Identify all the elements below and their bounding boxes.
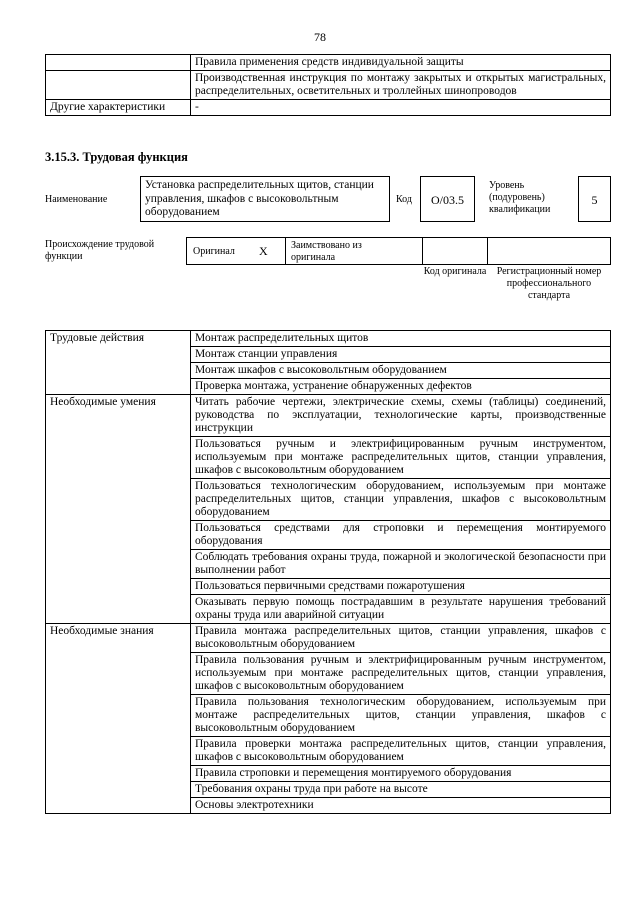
reg-number-caption: Регистрационный номер профессионального стандарта xyxy=(496,266,602,301)
name-label: Наименование xyxy=(45,194,108,205)
level-label: Уровень (подуровень) квалификации xyxy=(489,180,551,215)
table-row xyxy=(46,395,611,437)
function-name-value: Установка распределительных щитов, станции управления, шкафов с высоковольтным оборудованием xyxy=(145,179,374,218)
row-label: Другие характеристики xyxy=(46,100,191,116)
knowledge-item: Правила строповки и перемещения монтируемого оборудования xyxy=(191,766,611,782)
table-row xyxy=(46,71,611,100)
skill-item: Соблюдать требования охраны труда, пожарной и экологической безопасности при выполнении работ xyxy=(191,550,611,579)
skill-item: Пользоваться первичными средствами пожаротушения xyxy=(191,579,611,595)
action-item: Монтаж шкафов с высоковольтным оборудованием xyxy=(191,363,611,379)
table-row xyxy=(46,55,611,71)
knowledge-item: Правила проверки монтажа распределительных щитов, станции управления, шкафов с высоковольтным оборудованием xyxy=(191,737,611,766)
knowledge-item: Правила пользования ручным и электрифицированным ручным инструментом, используемым при монтаже распределительных щитов, станции управления, шкафов с высоковольтным оборудованием xyxy=(191,653,611,695)
level-box xyxy=(578,176,611,222)
knowledge-item: Правила монтажа распределительных щитов, станции управления, шкафов с высоковольтным оборудованием xyxy=(191,624,611,653)
borrowed-label: Заимствовано из оригинала xyxy=(291,240,362,263)
code-value: O/03.5 xyxy=(431,193,464,207)
action-item: Проверка монтажа, устранение обнаруженных дефектов xyxy=(191,379,611,395)
top-table xyxy=(45,54,611,116)
action-item: Монтаж распределительных щитов xyxy=(191,331,611,347)
knowledge-item: Требования охраны труда при работе на высоте xyxy=(191,782,611,798)
function-name-box xyxy=(140,176,390,222)
skill-item: Читать рабочие чертежи, электрические схемы, схемы (таблицы) соединений, руководства по эксплуатации, технологические карты, производственные инструкции xyxy=(191,395,611,437)
table-row xyxy=(46,331,611,347)
knowledge-item: Правила пользования технологическим оборудованием, используемым при монтаже распределительных щитов, станции управления, шкафов с высоковольтным оборудованием xyxy=(191,695,611,737)
row-label xyxy=(46,71,191,100)
table-row xyxy=(46,100,611,116)
page-number: 78 xyxy=(314,30,326,44)
actions-label: Трудовые действия xyxy=(46,331,191,395)
row-value: Производственная инструкция по монтажу закрытых и открытых магистральных, распределительных, осветительных и троллейных шинопроводов xyxy=(191,71,611,100)
skill-item: Оказывать первую помощь пострадавшим в результате нарушения требований охраны труда или аварийной ситуации xyxy=(191,595,611,624)
table-row xyxy=(46,624,611,653)
code-original-caption: Код оригинала xyxy=(423,266,487,277)
row-label xyxy=(46,55,191,71)
knowledge-item: Основы электротехники xyxy=(191,798,611,814)
skill-item: Пользоваться средствами для строповки и перемещения монтируемого оборудования xyxy=(191,521,611,550)
original-box xyxy=(186,237,286,265)
level-value: 5 xyxy=(591,193,598,207)
knowledge-label: Необходимые знания xyxy=(46,624,191,814)
code-label: Код xyxy=(396,194,412,205)
code-original-box xyxy=(422,237,488,265)
row-value: - xyxy=(191,100,611,116)
code-box xyxy=(420,176,475,222)
skills-label: Необходимые умения xyxy=(46,395,191,624)
skill-item: Пользоваться ручным и электрифицированным ручным инструментом, используемым при монтаже распределительных щитов, станции управления, шкафов с высоковольтным оборудованием xyxy=(191,437,611,479)
original-label: Оригинал xyxy=(193,246,235,257)
borrowed-box xyxy=(285,237,423,265)
origin-label: Происхождение трудовой функции xyxy=(45,239,155,262)
skill-item: Пользоваться технологическим оборудованием, используемым при монтаже распределительных щитов, станции управления, шкафов с высоковольтным оборудованием xyxy=(191,479,611,521)
reg-number-box xyxy=(487,237,611,265)
row-value: Правила применения средств индивидуальной защиты xyxy=(191,55,611,71)
main-table xyxy=(45,330,611,814)
original-mark: X xyxy=(259,244,268,258)
section-title: 3.15.3. Трудовая функция xyxy=(45,150,188,164)
action-item: Монтаж станции управления xyxy=(191,347,611,363)
